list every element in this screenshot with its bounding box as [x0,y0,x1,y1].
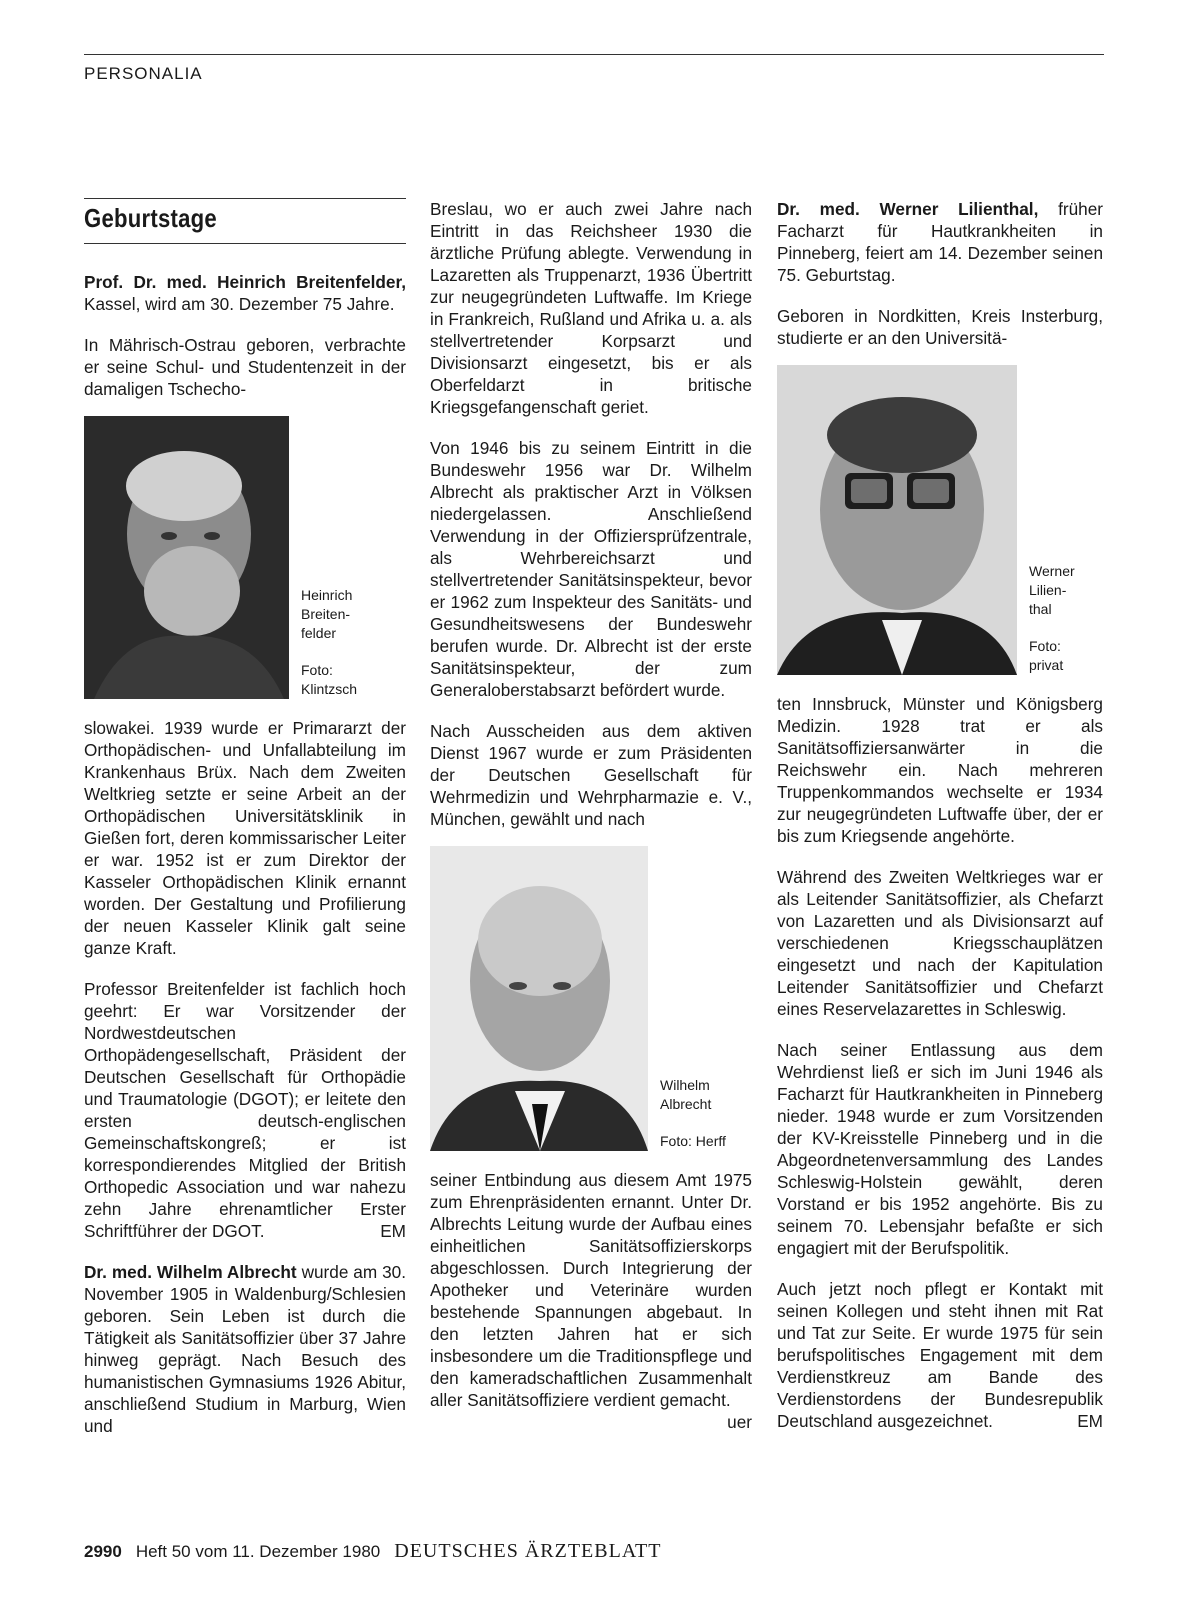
paragraph [777,1278,1103,1432]
paragraph: Breslau, wo er auch zwei Jahre nach Eintritt in das Reichsheer 1930 die ärztliche Prüfung ablegte. Verwendung in Lazaretten als Truppenarzt, 1936 Übertritt zur neugegründeten Luftwaffe. Im Kriege in Frankreich, Rußland und Afrika u. a. als stellvertretender Korpsarzt und Divisionsarzt eingesetzt, bis er als Oberfeldarzt in britische Kriegsgefangenschaft geriet. [430,199,752,417]
portrait-image [777,365,1017,675]
figure-lilienthal [777,365,1103,675]
paragraph [84,978,406,1242]
paragraph: Nach seiner Entlassung aus dem Wehrdienst ließ er sich im Juni 1946 als Facharzt für Hautkrankheiten in Pinneberg nieder. 1948 wurde er zum Vorsitzenden der KV-Kreisstelle Pinneberg und in die Abgeordnetenversammlung des Landes Schleswig-Holstein gewählt, deren Vorstand er bis 1952 angehörte. Bis zu seinem 70. Lebensjahr befaßte er sich engagiert mit der Berufspolitik. [777,1040,1103,1258]
paragraph-text: Kassel, wird am 30. Dezember 75 Jahre. [84,294,395,314]
top-rule [84,54,1104,55]
caption-name: Werner Lilien-thal [1029,563,1075,617]
author-initials: EM [380,1221,406,1241]
paragraph: Geboren in Nordkitten, Kreis Insterburg, studierte er an den Universitä- [777,306,1103,348]
column-3 [777,198,1103,1432]
paragraph: Während des Zweiten Weltkrieges war er als Leitender Sanitätsoffizier, als Chefarzt von Lazaretten und als Divisionsarzt auf verschiedenen Kriegsschauplätzen eingesetzt und nach der Kapitulation Leitender Sanitätsoffizier und Chefarzt eines Reservelazarettes in Schleswig. [777,867,1103,1019]
portrait-photo [777,365,1017,675]
paragraph-text: Auch jetzt noch pflegt er Kontakt mit seinen Kollegen und steht ihnen mit Rat und Tat zur Seite. Er wurde 1975 für sein berufspolitisches Engagement mit dem Verdienstkreuz am Bande des Verdienstordens der Bundesrepublik Deutschland ausgezeichnet. [777,1279,1103,1431]
portrait-photo [430,846,648,1151]
paragraph-text: wurde am 30. November 1905 in Waldenburg/Schlesien geboren. Sein Leben ist durch die Tätigkeit als Sanitätsoffizier über 37 Jahre hinweg geprägt. Nach Besuch des humanistischen Gymnasiums 1926 Abitur, anschließend Studium in Marburg, Wien und [84,1262,406,1436]
journal-name: DEUTSCHES ÄRZTEBLATT [394,1540,662,1562]
portrait-image [84,416,289,699]
paragraph [777,198,1103,286]
figure-caption [660,846,732,1151]
column-1 [84,198,406,1437]
page-footer [84,1540,661,1563]
issue-info: Heft 50 vom 11. Dezember 1980 [135,1542,381,1561]
person-name: Dr. med. Wilhelm Albrecht [84,1262,297,1282]
paragraph [430,1169,752,1432]
heading-box [84,198,406,244]
paragraph [84,1261,406,1437]
figure-albrecht [430,846,752,1151]
paragraph: Nach Ausscheiden aus dem aktiven Dienst 1967 wurde er zum Präsidenten der Deutschen Gesellschaft für Wehrmedizin und Wehrpharmazie e. V., München, gewählt und nach [430,721,752,829]
section-label: PERSONALIA [84,64,203,83]
caption-credit: Foto: privat [1029,638,1064,673]
portrait-photo [84,416,289,699]
page-number: 2990 [84,1542,122,1561]
figure-caption [1029,365,1087,675]
paragraph-text: seiner Entbindung aus diesem Amt 1975 zum Ehrenpräsidenten ernannt. Unter Dr. Albrechts Leitung wurde der Aufbau eines einheitlichen Sanitätsoffizierskorps abgeschlossen. Durch Integrierung der Apotheker und Veterinäre wurden bestehende Spannungen abgebaut. In den letzten Jahren hat er sich insbesondere um die Traditionspflege und den kameradschaftlichen Zusammenhalt aller Sanitätsoffiziere verdient gemacht. [430,1170,752,1410]
figure-breitenfelder [84,416,406,699]
person-name: Prof. Dr. med. Heinrich Breitenfelder, [84,272,406,292]
person-name: Dr. med. Werner Lilienthal, [777,199,1039,219]
paragraph [84,271,406,315]
paragraph: ten Innsbruck, Münster und Königsberg Medizin. 1928 trat er als Sanitätsoffiziersanwärter in die Reichswehr ein. Nach mehreren Truppenkommandos wechselte er 1934 zur neugegründeten Luftwaffe über, der er bis zum Kriegsende angehörte. [777,694,1103,846]
paragraph-text: früher Facharzt für Hautkrankheiten in Pinneberg, feiert am 14. Dezember seinen 75. Geburtstag. [777,199,1103,285]
paragraph: slowakei. 1939 wurde er Primararzt der Orthopädischen- und Unfallabteilung im Krankenhaus Brüx. Nach dem Zweiten Weltkrieg setzte er seine Arbeit an der Orthopädischen Universitätsklinik in Gießen fort, deren kommissarischer Leiter er war. 1952 ist er zum Direktor der Kasseler Orthopädischen Klinik ernannt worden. Der Gestaltung und Profilierung der neuen Kasseler Klinik galt seine ganze Kraft. [84,718,406,958]
caption-credit: Foto: Klintzsch [301,662,358,697]
page-heading: Geburtstage [84,203,217,233]
caption-name: Wilhelm Albrecht [660,1077,712,1112]
author-initials: EM [1077,1411,1103,1431]
caption-credit: Foto: Herff [660,1133,726,1149]
portrait-image [430,846,648,1151]
paragraph-text: Professor Breitenfelder ist fachlich hoch geehrt: Er war Vorsitzender der Nordwestdeutschen Orthopädengesellschaft, Präsident der Deutschen Gesellschaft für Orthopädie und Traumatologie (DGOT); er leitete den ersten deutsch-englischen Gemeinschaftskongreß; er ist korrespondierendes Mitglied der British Orthopedic Association und war nahezu zehn Jahre ehrenamtlicher Erster Schriftführer der DGOT. [84,979,406,1241]
caption-name: Heinrich Breiten-felder [301,587,353,641]
figure-caption [301,416,371,699]
paragraph: In Mährisch-Ostrau geboren, verbrachte er seine Schul- und Studentenzeit in der damaligen Tschecho- [84,335,406,399]
author-initials: uer [727,1412,752,1432]
column-2 [430,198,752,1433]
paragraph: Von 1946 bis zu seinem Eintritt in die Bundeswehr 1956 war Dr. Wilhelm Albrecht als praktischer Arzt in Völksen niedergelassen. Anschließend Verwendung in der Offiziersprüfzentrale, als Wehrbereichsarzt und stellvertretender Sanitätsinspekteur, bevor er 1962 zum Inspekteur des Sanitäts- und Gesundheitswesens der Bundeswehr berufen wurde. Dr. Albrecht ist der erste Sanitätsinspekteur, der zum Generaloberstabsarzt befördert wurde. [430,438,752,700]
